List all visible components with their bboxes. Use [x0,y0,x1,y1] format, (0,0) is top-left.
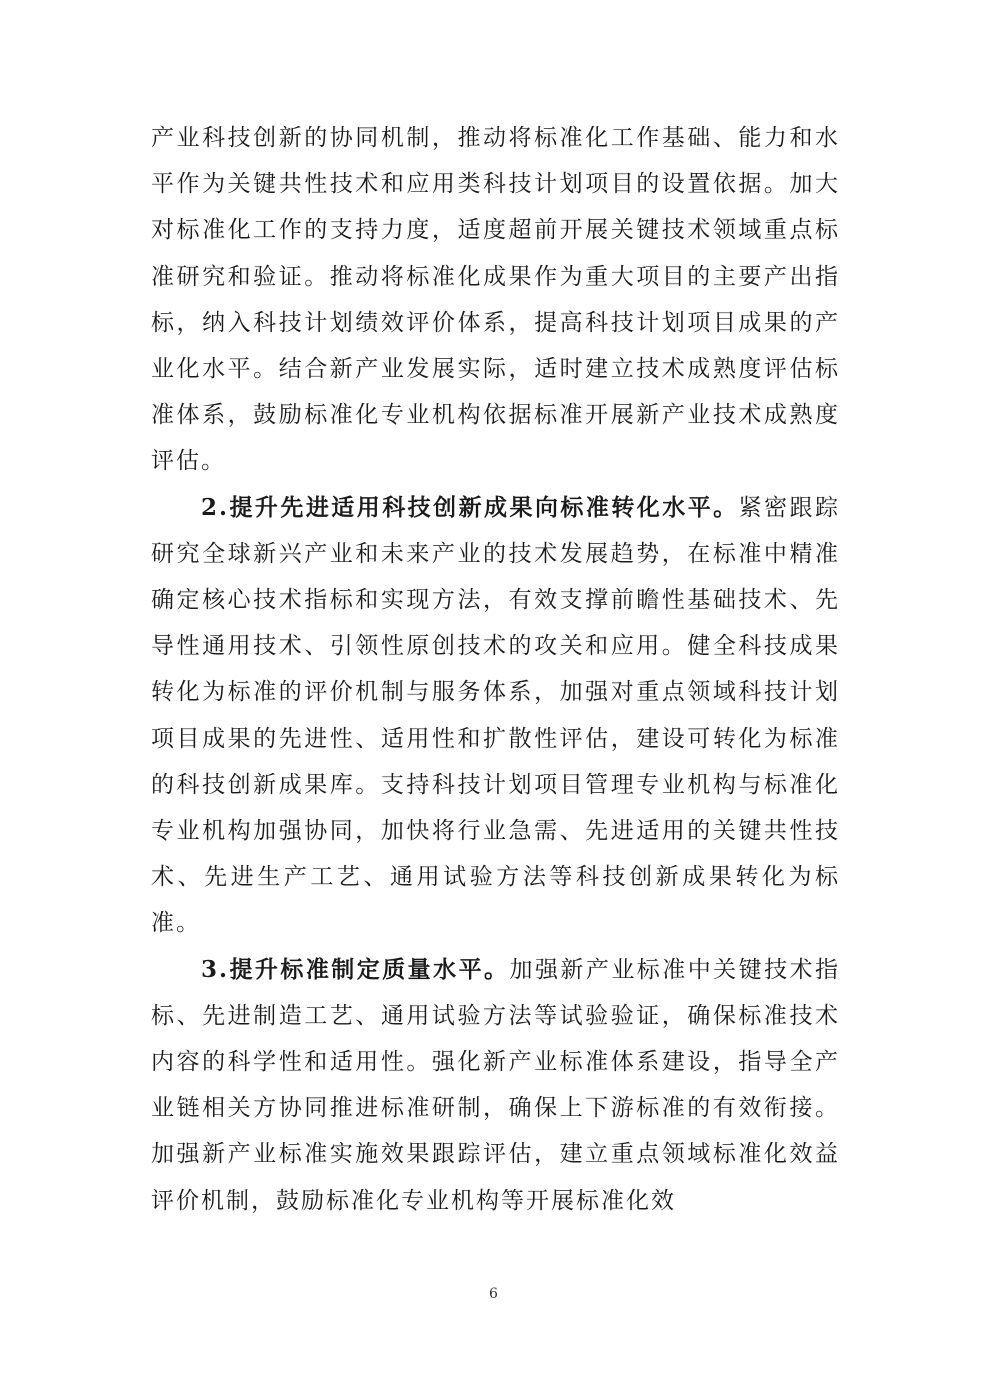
paragraph-2 [151,485,840,947]
paragraph-1 [151,115,840,485]
body-text [151,115,840,1224]
paragraph-3 [151,947,840,1224]
paragraph-3-text: 加强新产业标准中关键技术指标、先进制造工艺、通用试验方法等试验验证，确保标准技术内容的科学性和适用性。强化新产业标准体系建设，指导全产业链相关方协同推进标准研制，确保上下游标准的有效衔接。加强新产业标准实施效果跟踪评估，建立重点领域标准化效益评价机制，鼓励标准化专业机构等开展标准化效 [151,956,841,1214]
paragraph-2-heading: 2.提升先进适用科技创新成果向标准转化水平。 [201,493,739,521]
paragraph-2-text: 紧密跟踪研究全球新兴产业和未来产业的技术发展趋势，在标准中精准确定核心技术指标和实现方法，有效支撑前瞻性基础技术、先导性通用技术、引领性原创技术的攻关和应用。健全科技成果转化为标准的评价机制与服务体系，加强对重点领域科技计划项目成果的先进性、适用性和扩散性评估，建设可转化为标准的科技创新成果库。支持科技计划项目管理专业机构与标准化专业机构加强协同，加快将行业急需、先进适用的关键共性技术、先进生产工艺、通用试验方法等科技创新成果转化为标准。 [151,494,840,937]
paragraph-3-heading: 3.提升标准制定质量水平。 [201,955,510,983]
paragraph-1-text: 产业科技创新的协同机制，推动将标准化工作基础、能力和水平作为关键共性技术和应用类科技计划项目的设置依据。加大对标准化工作的支持力度，适度超前开展关键技术领域重点标准研究和验证。推动将标准化成果作为重大项目的主要产出指标，纳入科技计划绩效评价体系，提高科技计划项目成果的产业化水平。结合新产业发展实际，适时建立技术成熟度评估标准体系，鼓励标准化专业机构依据标准开展新产业技术成熟度评估。 [151,125,840,475]
page-number: 6 [489,1286,498,1302]
